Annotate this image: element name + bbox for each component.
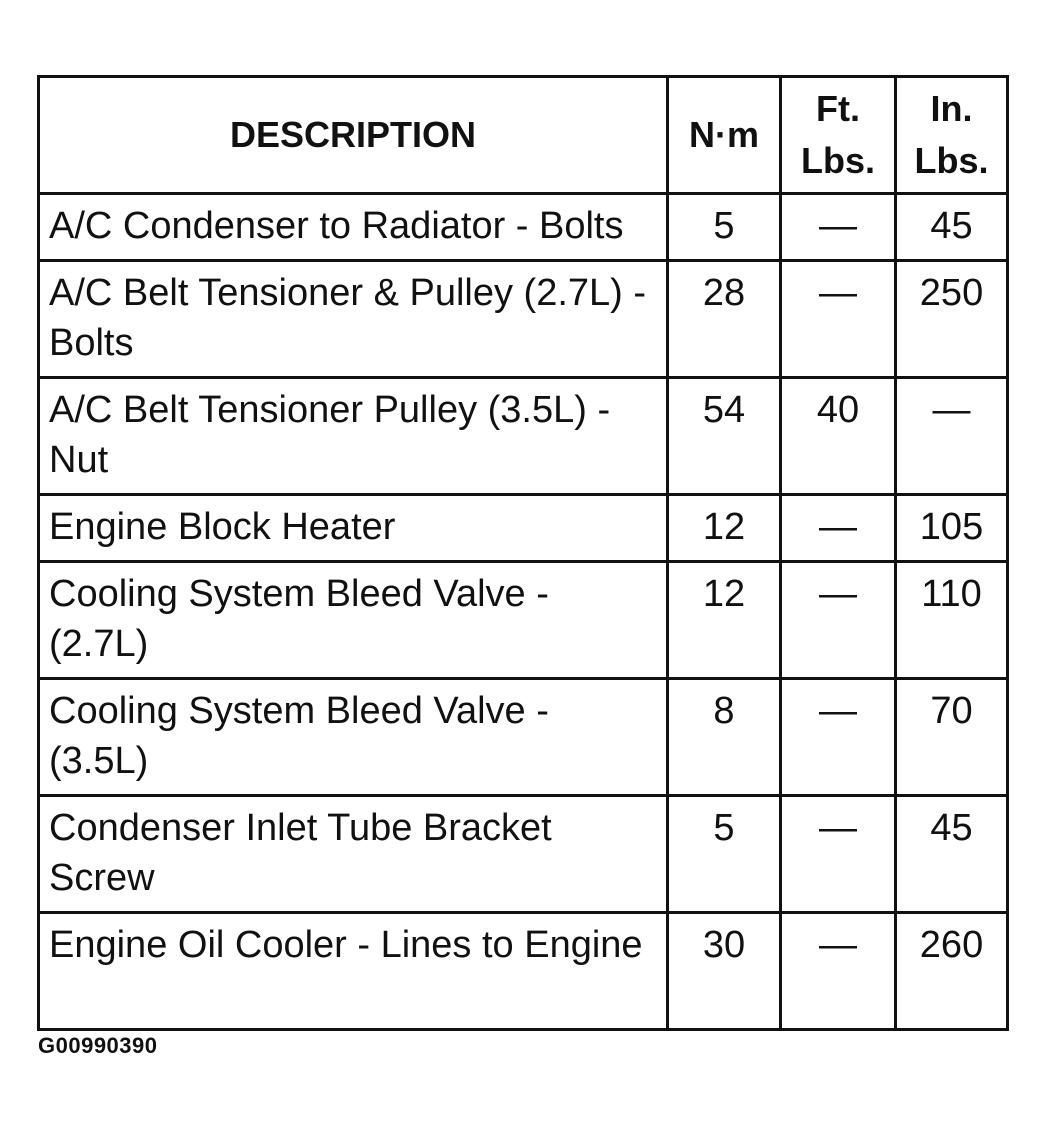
row-ft-lbs: — xyxy=(781,796,896,913)
row-in-lbs: 110 xyxy=(896,562,1008,679)
header-in-lbs xyxy=(896,77,1008,194)
row-nm: 30 xyxy=(668,913,781,1030)
table-row xyxy=(39,378,1008,495)
header-row xyxy=(39,77,1008,194)
row-ft-lbs: — xyxy=(781,261,896,378)
row-ft-lbs: — xyxy=(781,495,896,562)
table-row xyxy=(39,194,1008,261)
row-description: Cooling System Bleed Valve - (2.7L) xyxy=(39,562,668,679)
header-in-lbs-line2: Lbs. xyxy=(914,140,989,181)
row-nm: 12 xyxy=(668,562,781,679)
row-description: A/C Condenser to Radiator - Bolts xyxy=(39,194,668,261)
row-description: Condenser Inlet Tube Bracket Screw xyxy=(39,796,668,913)
row-ft-lbs: — xyxy=(781,194,896,261)
row-in-lbs: 70 xyxy=(896,679,1008,796)
row-description: A/C Belt Tensioner Pulley (3.5L) - Nut xyxy=(39,378,668,495)
row-in-lbs: — xyxy=(896,378,1008,495)
row-nm: 8 xyxy=(668,679,781,796)
row-nm: 54 xyxy=(668,378,781,495)
header-in-lbs-line1: In. xyxy=(930,88,973,129)
table-row xyxy=(39,913,1008,1030)
row-in-lbs: 45 xyxy=(896,194,1008,261)
row-nm: 28 xyxy=(668,261,781,378)
row-nm: 5 xyxy=(668,194,781,261)
row-description: Engine Block Heater xyxy=(39,495,668,562)
row-in-lbs: 45 xyxy=(896,796,1008,913)
header-description: DESCRIPTION xyxy=(39,77,668,194)
table-row xyxy=(39,261,1008,378)
row-nm: 12 xyxy=(668,495,781,562)
table-row xyxy=(39,562,1008,679)
table-row xyxy=(39,495,1008,562)
row-ft-lbs: 40 xyxy=(781,378,896,495)
row-in-lbs: 260 xyxy=(896,913,1008,1030)
row-nm: 5 xyxy=(668,796,781,913)
torque-spec-table xyxy=(37,75,1009,1031)
row-ft-lbs: — xyxy=(781,562,896,679)
table-row xyxy=(39,796,1008,913)
figure-code: G00990390 xyxy=(38,1033,158,1058)
row-in-lbs: 105 xyxy=(896,495,1008,562)
row-ft-lbs: — xyxy=(781,913,896,1030)
row-ft-lbs: — xyxy=(781,679,896,796)
row-in-lbs: 250 xyxy=(896,261,1008,378)
row-description: A/C Belt Tensioner & Pulley (2.7L) - Bolts xyxy=(39,261,668,378)
row-description: Engine Oil Cooler - Lines to Engine xyxy=(39,913,668,1030)
header-ft-lbs-line1: Ft. xyxy=(816,88,860,129)
row-description: Cooling System Bleed Valve - (3.5L) xyxy=(39,679,668,796)
header-nm: N·m xyxy=(668,77,781,194)
table-row xyxy=(39,679,1008,796)
header-ft-lbs-line2: Lbs. xyxy=(800,140,875,181)
header-ft-lbs xyxy=(781,77,896,194)
